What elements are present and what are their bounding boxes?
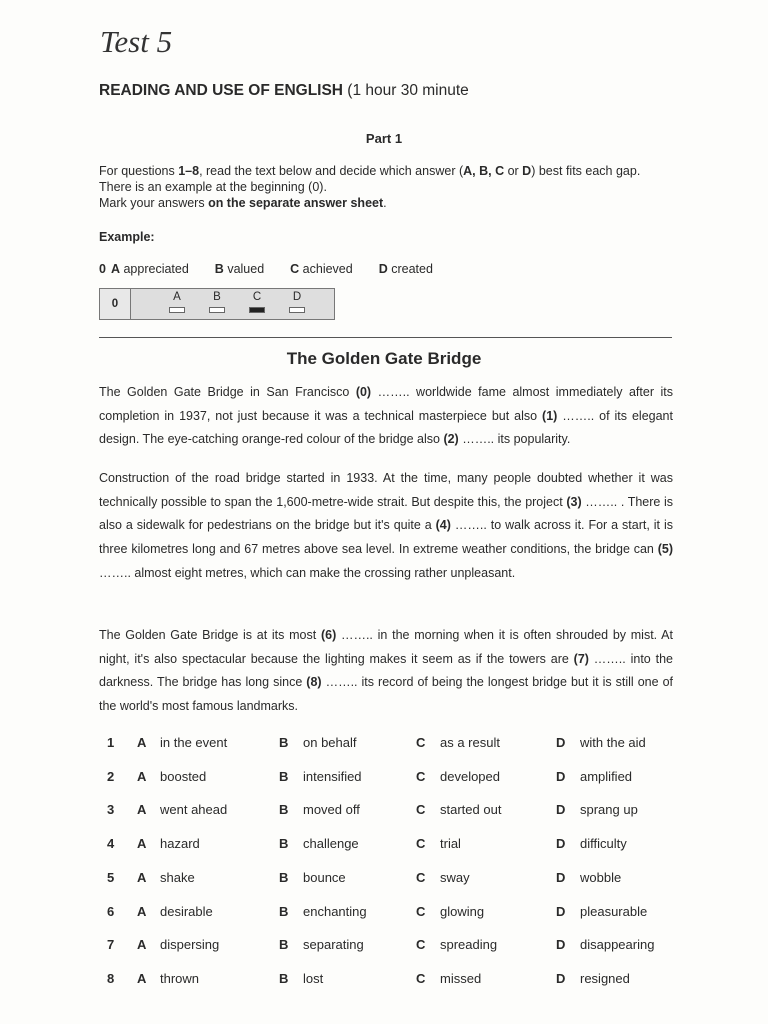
option-letter-a: A (137, 903, 147, 919)
option-b-text: separating (303, 937, 364, 953)
text-paragraph-3 (99, 624, 673, 719)
option-a-text: desirable (160, 903, 213, 919)
option-c-text: started out (440, 802, 502, 818)
gap-number: (4) (435, 518, 451, 533)
example-label: Example: (99, 230, 155, 244)
gap-number: (3) (566, 494, 582, 509)
option-letter-c: C (416, 937, 426, 953)
option-c-text: missed (440, 970, 482, 986)
paragraph-text: …….. its record of being the longest bridge but it is still one of the world's most famous landmarks. (99, 675, 673, 714)
option-b-text: bounce (303, 869, 346, 885)
paragraph-text: …….. in the morning when it is often shrouded by mist. At night, it's also spectacular because the lighting makes it seem as if the towers are (99, 628, 673, 666)
answer-sheet-letter: B (213, 291, 221, 303)
answer-sheet-cells (131, 289, 317, 319)
option-letter-a: A (137, 970, 147, 986)
option-letter: A (110, 262, 120, 276)
paragraph-text: …….. to walk across it. For a start, it is three kilometres long and 67 metres above sea level. In extreme weather conditions, the bridge can (99, 518, 673, 557)
option-letter-d: D (556, 937, 566, 953)
option-letter-a: A (137, 735, 147, 750)
option-d-text: pleasurable (580, 903, 648, 919)
question-number: 6 (107, 903, 115, 919)
option-letter-d: D (556, 768, 566, 784)
text-paragraph-2 (99, 467, 673, 586)
paragraph-text: Construction of the road bridge started in 1933. At the time, many people doubted whether it was technically possible to span the 1,600-metre-wide strait. But despite this, the project (99, 471, 673, 509)
option-letter-c: C (416, 869, 426, 885)
option-letter-d: D (556, 735, 566, 750)
paragraph-text: The Golden Gate Bridge in San Francisco (99, 385, 356, 399)
instruction-answer-sheet: on the separate answer sheet (208, 196, 384, 210)
option-letter-d: D (556, 869, 566, 885)
question-number: 8 (107, 970, 115, 986)
option-b-text: intensified (303, 768, 362, 784)
example-answer-sheet (99, 288, 335, 320)
option-letter-b: B (279, 735, 289, 750)
page-title: Test 5 (100, 24, 173, 59)
gap-number: (2) (443, 432, 459, 447)
answer-bubble (289, 307, 305, 313)
question-row (0, 870, 768, 892)
option-a-text: went ahead (160, 802, 228, 818)
option-a-text: dispersing (160, 937, 220, 953)
question-number: 1 (107, 735, 115, 750)
option-letter-d: D (556, 836, 566, 852)
option-letter-c: C (416, 735, 426, 750)
question-row (0, 971, 768, 993)
option-d-text: wobble (580, 869, 622, 885)
question-row (0, 802, 768, 824)
option-letter-a: A (137, 768, 147, 784)
instruction-line-1 (99, 163, 689, 179)
section-title-duration: (1 hour 30 minute (343, 82, 469, 99)
option-letter-d: D (556, 802, 566, 818)
text-title: The Golden Gate Bridge (286, 349, 482, 368)
paragraph-text: …….. its popularity. (458, 432, 571, 447)
instruction-text: , read the text below and decide which answer ( (199, 164, 464, 178)
instruction-letter-d: D (522, 164, 532, 178)
gap-number: (1) (542, 408, 558, 423)
option-letter-a: A (137, 802, 147, 818)
question-row (0, 904, 768, 926)
example-option-d (379, 262, 433, 276)
option-letter-c: C (416, 836, 426, 852)
option-b-text: on behalf (303, 735, 357, 750)
option-text: appreciated (123, 262, 189, 276)
answer-bubble (169, 307, 185, 313)
option-text: achieved (302, 262, 353, 276)
option-d-text: with the aid (580, 735, 646, 750)
answer-sheet-cell (157, 289, 197, 319)
option-c-text: glowing (440, 903, 485, 919)
option-c-text: sway (440, 869, 470, 885)
option-d-text: amplified (580, 768, 633, 784)
question-row (0, 769, 768, 791)
option-letter-c: C (416, 768, 426, 784)
section-title (99, 82, 529, 100)
gap-number: (0) (355, 385, 372, 399)
option-a-text: boosted (160, 768, 207, 784)
instruction-line-2: There is an example at the beginning (0). (99, 180, 327, 194)
option-d-text: difficulty (580, 836, 627, 852)
divider (99, 337, 672, 338)
option-text: valued (227, 262, 265, 276)
question-row (0, 735, 768, 757)
option-c-text: developed (440, 768, 500, 784)
option-letter-d: D (556, 970, 566, 986)
answer-sheet-letter: D (292, 291, 302, 303)
question-number: 3 (107, 802, 115, 818)
question-number: 2 (107, 768, 115, 784)
option-letter-b: B (279, 937, 289, 953)
option-b-text: challenge (303, 836, 359, 852)
question-number: 4 (107, 836, 115, 852)
option-letter: B (214, 262, 224, 276)
option-a-text: shake (160, 869, 195, 885)
gap-number: (7) (573, 651, 589, 666)
option-d-text: disappearing (580, 937, 655, 953)
example-number: 0 (99, 262, 106, 276)
instruction-line-3 (99, 195, 689, 211)
instruction-text: . (383, 196, 387, 210)
answer-sheet-letter: C (252, 291, 262, 303)
question-row (0, 836, 768, 858)
option-c-text: as a result (440, 735, 500, 750)
question-number: 5 (107, 869, 115, 885)
option-b-text: enchanting (303, 903, 367, 919)
option-letter-a: A (137, 937, 147, 953)
option-c-text: spreading (440, 937, 498, 953)
option-b-text: lost (303, 970, 324, 986)
answer-bubble-filled (249, 307, 265, 313)
paragraph-text: …….. almost eight metres, which can make the crossing rather unpleasant. (99, 565, 516, 580)
option-a-text: thrown (160, 970, 200, 986)
paragraph-text: …….. . There is also a sidewalk for pedestrians on the bridge but it's quite a (99, 494, 673, 533)
gap-number: (5) (657, 542, 673, 557)
option-b-text: moved off (303, 802, 360, 818)
part-title: Part 1 (365, 131, 403, 146)
answer-sheet-cell (237, 289, 277, 319)
instruction-text: or (504, 164, 523, 178)
option-letter-a: A (137, 869, 147, 885)
example-option-a (111, 262, 189, 276)
instruction-text: For questions (99, 164, 179, 178)
instruction-text: Mark your answers (99, 196, 209, 210)
answer-sheet-number: 0 (100, 289, 131, 319)
example-option-b (215, 262, 264, 276)
option-d-text: resigned (580, 970, 630, 986)
question-number: 7 (107, 937, 115, 953)
option-text: created (391, 262, 433, 276)
answer-sheet-letter: A (173, 291, 181, 303)
option-a-text: hazard (160, 836, 200, 852)
option-letter: C (290, 262, 300, 276)
answer-sheet-cell (277, 289, 317, 319)
paragraph-text: …….. worldwide fame almost immediately after its completion in 1937, not just because it was a technical masterpiece but also (99, 385, 673, 423)
paragraph-text: The Golden Gate Bridge is at its most (99, 628, 321, 642)
option-letter-b: B (279, 836, 289, 852)
answer-sheet-cell (197, 289, 237, 319)
option-d-text: sprang up (580, 802, 638, 818)
example-option-c (290, 262, 353, 276)
instruction-letters: A, B, C (463, 164, 505, 178)
gap-number: (6) (320, 628, 337, 642)
option-letter: D (378, 262, 388, 276)
instructions (99, 163, 689, 211)
option-letter-b: B (279, 903, 289, 919)
option-letter-c: C (416, 970, 426, 986)
question-row (0, 937, 768, 959)
text-paragraph-1 (99, 381, 673, 452)
option-letter-a: A (137, 836, 147, 852)
instruction-range: 1–8 (178, 164, 200, 178)
paragraph-text: …….. of its elegant design. The eye-catching orange-red colour of the bridge also (99, 408, 673, 447)
option-letter-c: C (416, 903, 426, 919)
gap-number: (8) (306, 675, 322, 690)
example-options (99, 262, 459, 276)
option-letter-d: D (556, 903, 566, 919)
option-letter-b: B (279, 869, 289, 885)
instruction-text: ) best fits each gap. (531, 164, 641, 178)
option-letter-b: B (279, 970, 289, 986)
answer-bubble (209, 307, 225, 313)
option-letter-b: B (279, 802, 289, 818)
paragraph-text: …….. into the darkness. The bridge has long since (99, 651, 673, 690)
option-a-text: in the event (160, 735, 228, 750)
option-letter-c: C (416, 802, 426, 818)
section-title-bold: READING AND USE OF ENGLISH (99, 82, 343, 99)
option-letter-b: B (279, 768, 289, 784)
option-c-text: trial (440, 836, 461, 852)
